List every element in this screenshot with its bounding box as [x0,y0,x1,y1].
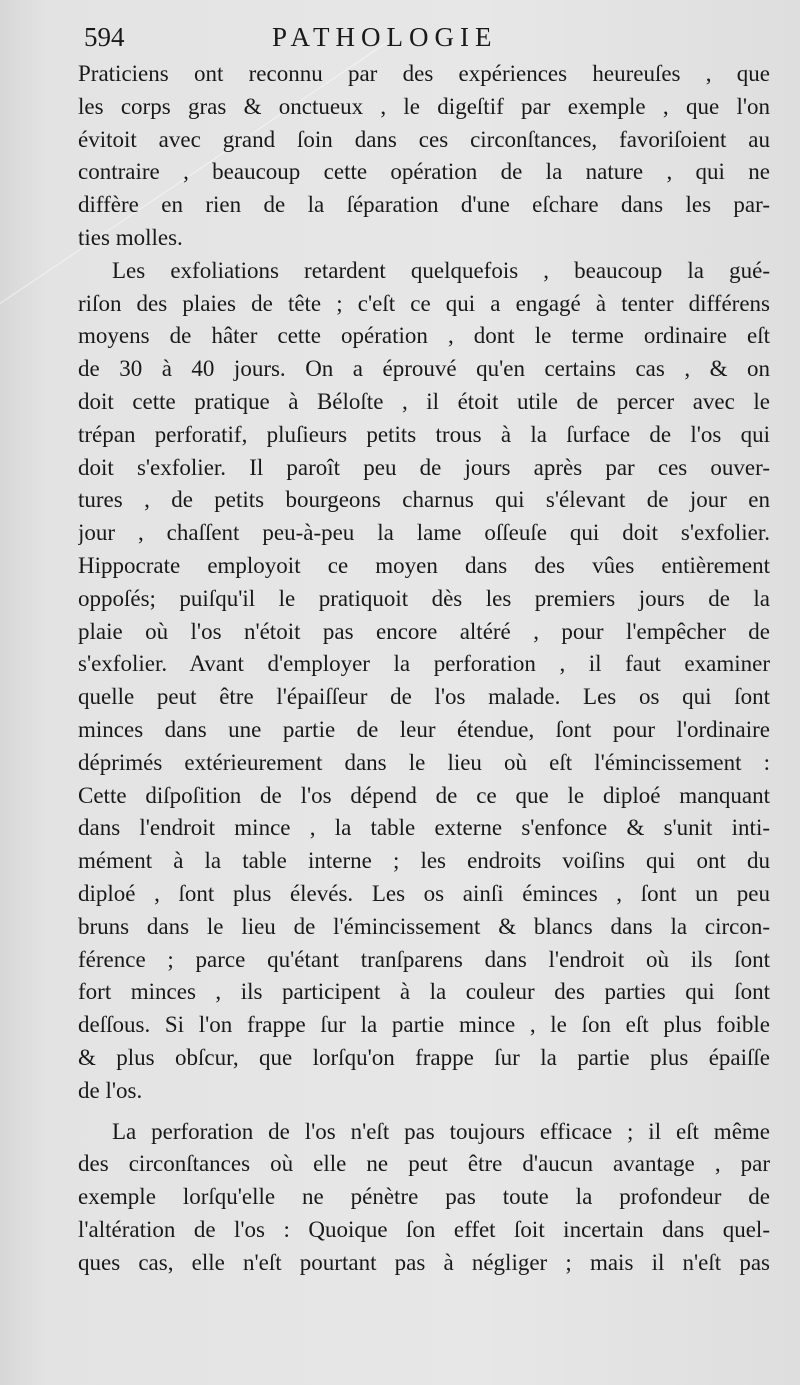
text-line: moyens de hâter cette opération , dont le terme ordinaire eſt [78,323,770,349]
text-line: Les exfoliations retardent quelquefois , beaucoup la gué- [112,257,770,283]
text-line: bruns dans le lieu de l'émincissement & blancs dans la circon- [78,913,770,939]
text-line: contraire , beaucoup cette opération de la nature , qui ne [78,159,770,185]
text-line: & plus obſcur, que lorſqu'on frappe ſur la partie plus épaiſſe [78,1044,770,1070]
text-line: s'exfolier. Avant d'employer la perforation , il faut examiner [78,651,770,677]
text-line: diffère en rien de la ſéparation d'une eſchare dans les par- [78,192,770,218]
text-line: diploé , ſont plus élevés. Les os ainſi éminces , ſont un peu [78,880,770,906]
text-line: les corps gras & onctueux , le digeſtif par exemple , que l'on [78,93,770,119]
paragraph [78,58,770,255]
text-line: exemple lorſqu'elle ne pénètre pas toute la profondeur de [78,1184,770,1210]
paragraph [78,1116,770,1280]
text-line: doit s'exfolier. Il paroît peu de jours après par ces ouver- [78,454,770,480]
text-line: oppoſés; puiſqu'il le pratiquoit dès les premiers jours de la [78,585,770,611]
text-line: de l'os. [78,1077,143,1103]
running-head: PATHOLOGIE [272,22,498,52]
page-header [84,18,778,60]
text-line: quelle peut être l'épaiſſeur de l'os malade. Les os qui ſont [78,684,770,710]
text-line: dans l'endroit mince , la table externe s'enfonce & s'unit inti- [78,815,770,841]
text-line: férence ; parce qu'étant tranſparens dans l'endroit où ils ſont [78,946,770,972]
text-line: déprimés extérieurement dans le lieu où eſt l'émincissement : [78,749,770,775]
paragraph-gap [78,1108,770,1116]
text-line: mément à la table interne ; les endroits voiſins qui ont du [78,848,770,874]
text-line: de 30 à 40 jours. On a éprouvé qu'en certains cas , & on [78,356,770,382]
text-line: La perforation de l'os n'eſt pas toujours efficace ; il eſt même [112,1118,770,1144]
page-number: 594 [84,22,125,52]
text-line: jour , chaſſent peu-à-peu la lame oſſeuſe qui doit s'exfolier. [78,520,770,546]
text-line: fort minces , ils participent à la couleur des parties qui ſont [78,979,770,1005]
text-line: doit cette pratique à Béloſte , il étoit utile de percer avec le [78,388,770,414]
text-line: des circonſtances où elle ne peut être d'aucun avantage , par [78,1151,770,1177]
text-line: riſon des plaies de tête ; c'eſt ce qui a engagé à tenter différens [78,290,770,316]
text-line: plaie où l'os n'étoit pas encore altéré , pour l'empêcher de [78,618,770,644]
text-line: ques cas, elle n'eſt pourtant pas à négliger ; mais il n'eſt pas [78,1249,770,1275]
text-line: tures , de petits bourgeons charnus qui s'élevant de jour en [78,487,770,513]
paragraph [78,255,770,1108]
text-line: deſſous. Si l'on frappe ſur la partie mince , le ſon eſt plus foible [78,1012,770,1038]
text-line: ties molles. [78,224,183,250]
text-line: Praticiens ont reconnu par des expériences heureuſes , que [78,61,770,86]
text-line: évitoit avec grand ſoin dans ces circonſtances, favoriſoient au [78,126,770,152]
text-line: Hippocrate employoit ce moyen dans des vûes entièrement [78,552,770,578]
text-line: Cette diſpoſition de l'os dépend de ce que le diploé manquant [78,782,770,808]
body-text [78,58,770,1279]
text-line: trépan perforatif, pluſieurs petits trous à la ſurface de l'os qui [78,421,770,447]
text-line: l'altération de l'os : Quoique ſon effet ſoit incertain dans quel- [78,1216,770,1242]
text-line: minces dans une partie de leur étendue, ſont pour l'ordinaire [78,716,770,742]
